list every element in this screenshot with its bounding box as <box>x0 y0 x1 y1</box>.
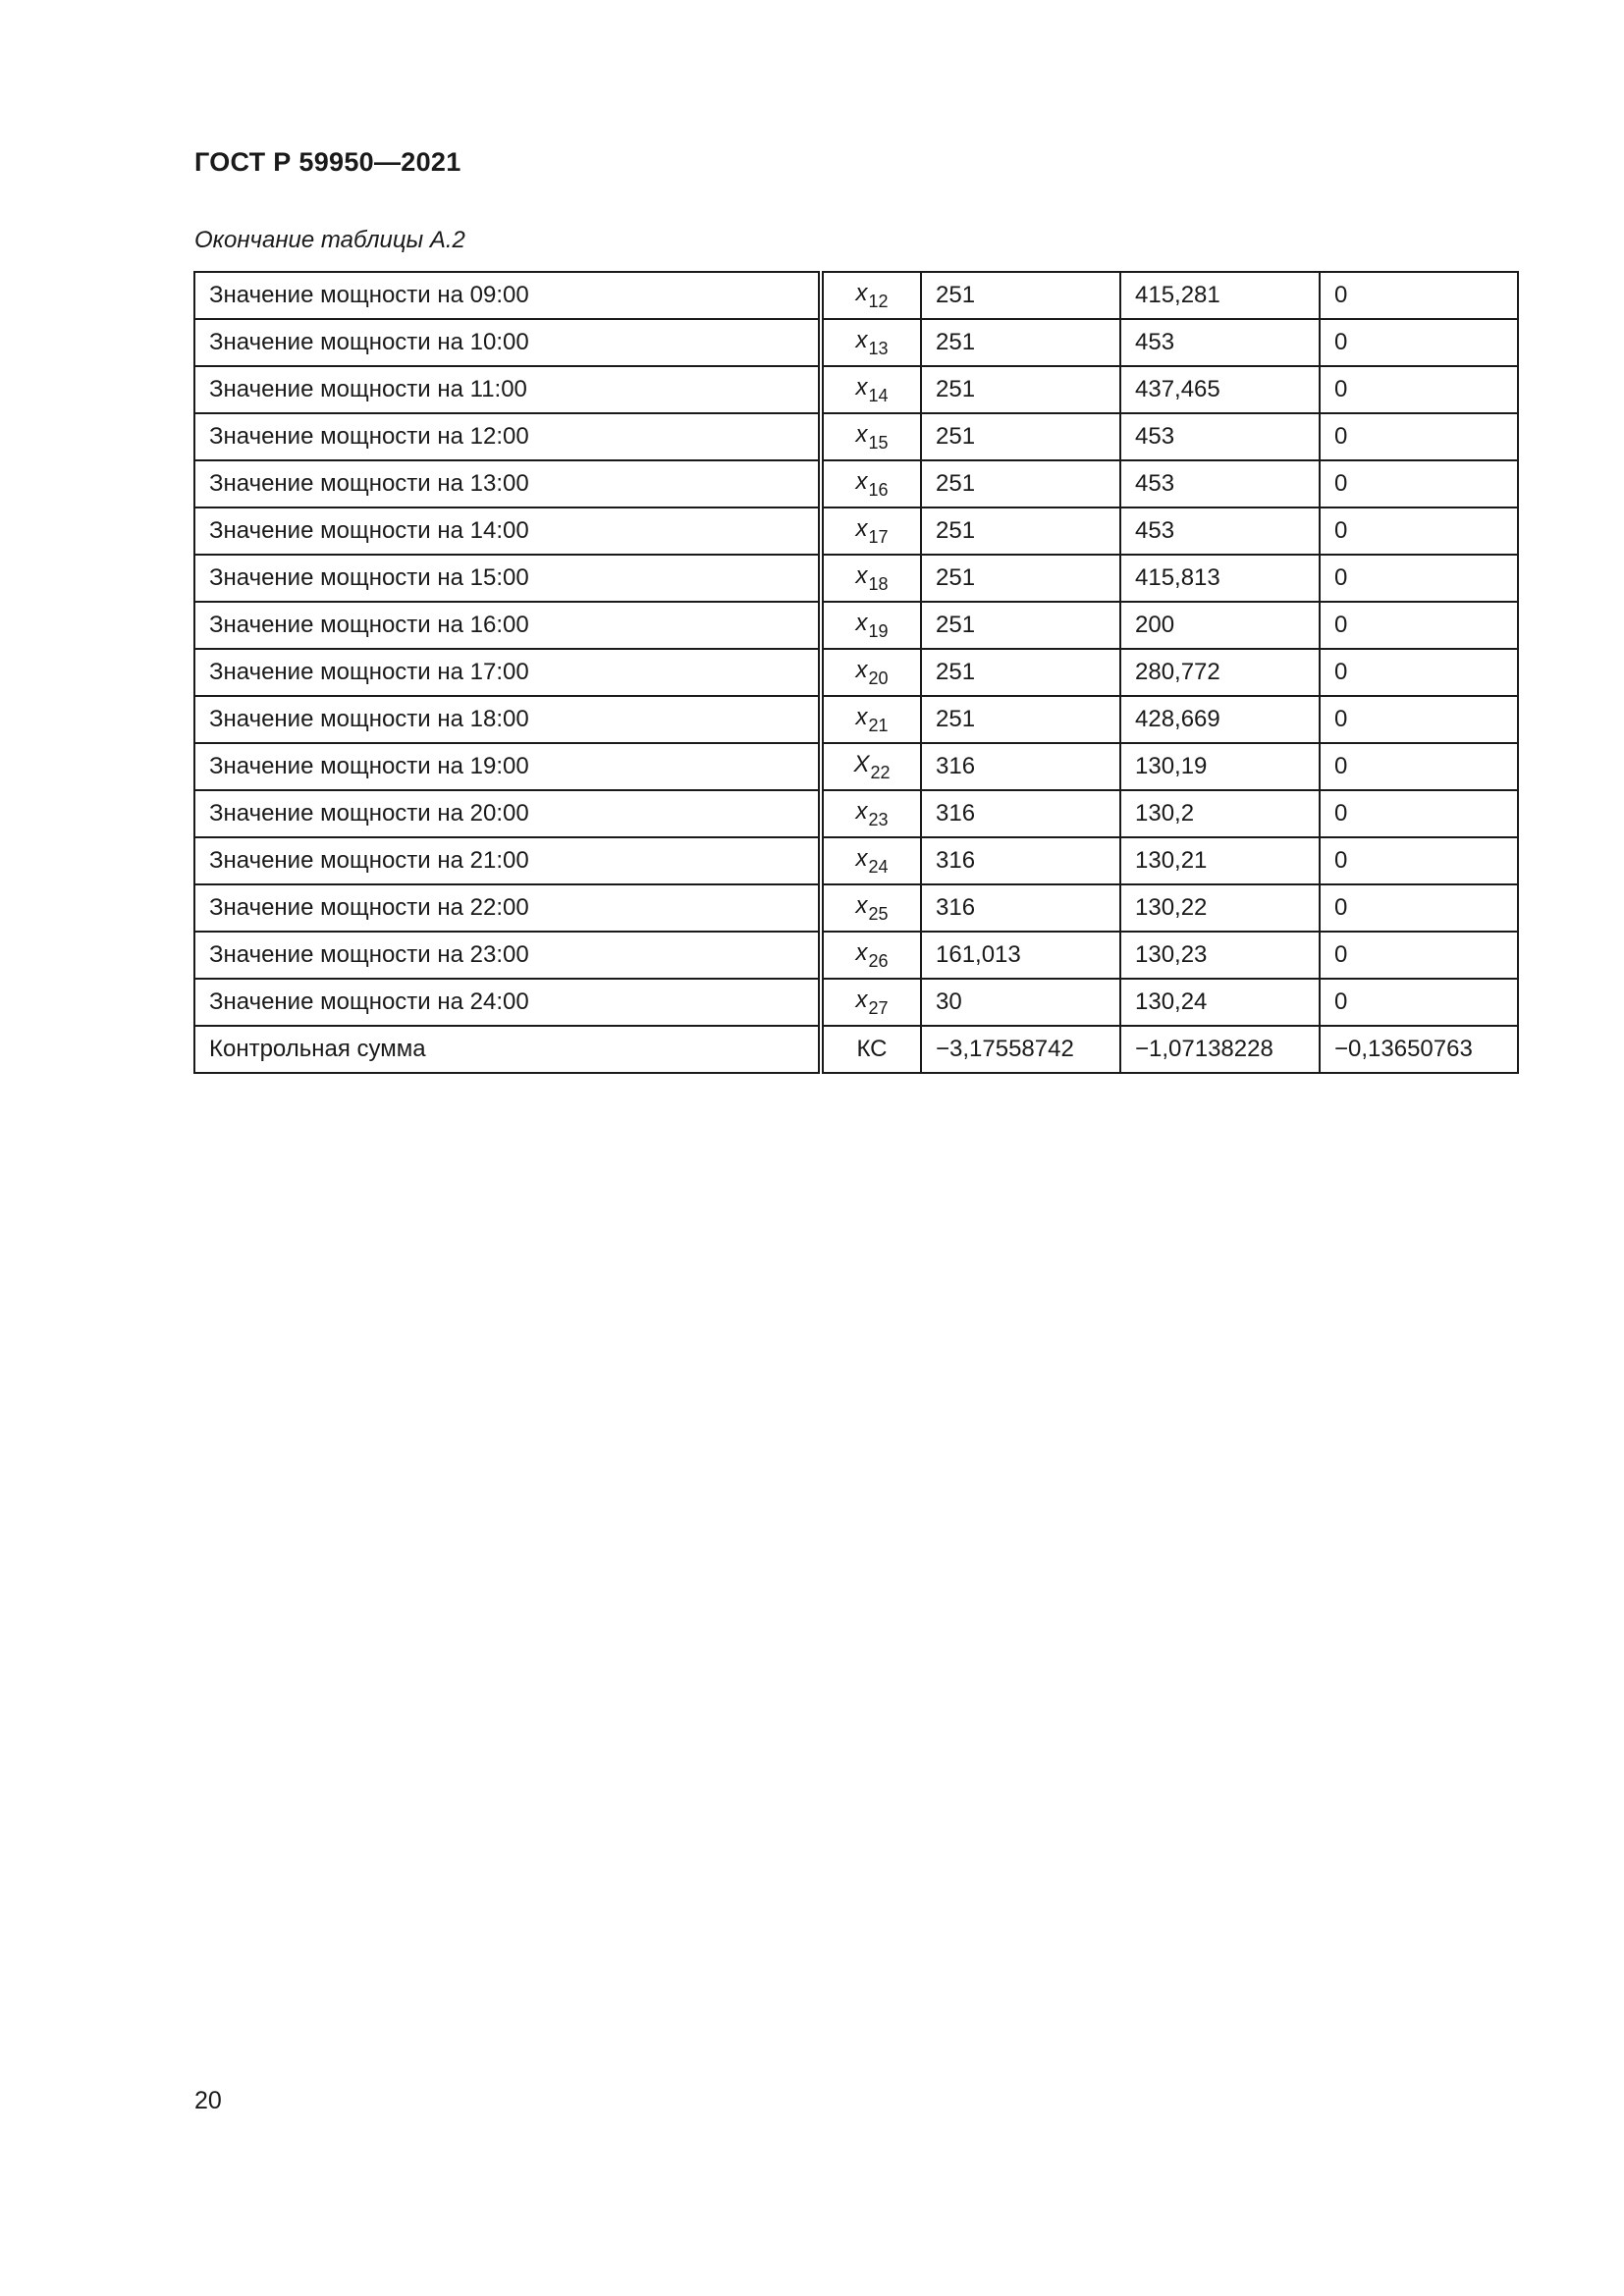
value-cell-3: 0 <box>1320 979 1518 1026</box>
symbol-subscript: 17 <box>868 526 889 547</box>
row-label: Значение мощности на 22:00 <box>194 884 821 932</box>
value-cell-3: 0 <box>1320 837 1518 884</box>
table-row <box>194 932 1518 979</box>
value-cell-1: 30 <box>921 979 1120 1026</box>
value-cell-1: −3,17558742 <box>921 1026 1120 1073</box>
row-label: Значение мощности на 10:00 <box>194 319 821 366</box>
symbol-subscript: 12 <box>868 291 889 311</box>
symbol-main: x <box>855 467 868 495</box>
value-cell-3: 0 <box>1320 507 1518 555</box>
table-row <box>194 319 1518 366</box>
value-cell-1: 251 <box>921 460 1120 507</box>
symbol-subscript: 27 <box>868 997 889 1018</box>
value-cell-3: 0 <box>1320 743 1518 790</box>
variable-symbol <box>821 790 921 837</box>
variable-symbol <box>821 884 921 932</box>
symbol-main: x <box>855 891 868 919</box>
value-cell-2: 415,813 <box>1120 555 1320 602</box>
value-cell-3: 0 <box>1320 555 1518 602</box>
row-label: Значение мощности на 20:00 <box>194 790 821 837</box>
symbol-main: x <box>855 938 868 966</box>
value-cell-1: 251 <box>921 602 1120 649</box>
value-cell-1: 316 <box>921 884 1120 932</box>
value-cell-2: 415,281 <box>1120 272 1320 319</box>
symbol-subscript: 13 <box>868 338 889 358</box>
page-number: 20 <box>194 2087 222 2114</box>
value-cell-1: 251 <box>921 272 1120 319</box>
variable-symbol <box>821 696 921 743</box>
table-row <box>194 790 1518 837</box>
variable-symbol <box>821 319 921 366</box>
value-cell-1: 251 <box>921 319 1120 366</box>
value-cell-2: 200 <box>1120 602 1320 649</box>
value-cell-3: −0,13650763 <box>1320 1026 1518 1073</box>
table-row <box>194 1026 1518 1073</box>
table-caption: Окончание таблицы А.2 <box>194 227 465 253</box>
value-cell-2: 130,23 <box>1120 932 1320 979</box>
symbol-subscript: 24 <box>868 856 889 877</box>
value-cell-2: 453 <box>1120 460 1320 507</box>
symbol-main: x <box>855 797 868 825</box>
variable-symbol <box>821 649 921 696</box>
value-cell-1: 251 <box>921 366 1120 413</box>
document-code: ГОСТ Р 59950—2021 <box>194 147 461 177</box>
table-row <box>194 884 1518 932</box>
value-cell-1: 251 <box>921 507 1120 555</box>
value-cell-3: 0 <box>1320 366 1518 413</box>
symbol-subscript: 15 <box>868 432 889 453</box>
row-label: Значение мощности на 23:00 <box>194 932 821 979</box>
value-cell-1: 316 <box>921 743 1120 790</box>
symbol-subscript: 25 <box>868 903 889 924</box>
table-row <box>194 272 1518 319</box>
symbol-subscript: 23 <box>868 809 889 829</box>
value-cell-2: 453 <box>1120 507 1320 555</box>
variable-symbol <box>821 743 921 790</box>
row-label: Значение мощности на 15:00 <box>194 555 821 602</box>
variable-symbol <box>821 837 921 884</box>
value-cell-1: 251 <box>921 696 1120 743</box>
table-row <box>194 696 1518 743</box>
value-cell-2: 130,2 <box>1120 790 1320 837</box>
symbol-subscript: 21 <box>868 715 889 735</box>
symbol-main: x <box>855 844 868 872</box>
variable-symbol <box>821 272 921 319</box>
variable-symbol <box>821 932 921 979</box>
symbol-main: x <box>855 609 868 636</box>
symbol-subscript: 19 <box>868 620 889 641</box>
value-cell-2: 130,22 <box>1120 884 1320 932</box>
symbol-subscript: 20 <box>868 667 889 688</box>
table-row <box>194 837 1518 884</box>
symbol-main: x <box>855 561 868 589</box>
row-label: Значение мощности на 12:00 <box>194 413 821 460</box>
row-label: Значение мощности на 11:00 <box>194 366 821 413</box>
table-row <box>194 979 1518 1026</box>
symbol-subscript: 16 <box>868 479 889 500</box>
symbol-main: x <box>855 420 868 448</box>
row-label: Значение мощности на 24:00 <box>194 979 821 1026</box>
value-cell-3: 0 <box>1320 460 1518 507</box>
value-cell-1: 316 <box>921 790 1120 837</box>
variable-symbol <box>821 555 921 602</box>
variable-symbol <box>821 979 921 1026</box>
table-row <box>194 507 1518 555</box>
row-label: Контрольная сумма <box>194 1026 821 1073</box>
symbol-main: x <box>855 656 868 683</box>
variable-symbol <box>821 413 921 460</box>
symbol-subscript: 18 <box>868 573 889 594</box>
row-label: Значение мощности на 18:00 <box>194 696 821 743</box>
value-cell-2: 437,465 <box>1120 366 1320 413</box>
row-label: Значение мощности на 09:00 <box>194 272 821 319</box>
value-cell-1: 161,013 <box>921 932 1120 979</box>
value-cell-2: 453 <box>1120 413 1320 460</box>
table-row <box>194 366 1518 413</box>
symbol-subscript: 22 <box>870 762 891 782</box>
table-row <box>194 649 1518 696</box>
symbol-main: x <box>855 986 868 1013</box>
table-row <box>194 743 1518 790</box>
value-cell-3: 0 <box>1320 932 1518 979</box>
table-row <box>194 602 1518 649</box>
value-cell-3: 0 <box>1320 413 1518 460</box>
symbol-main: X <box>853 750 870 777</box>
table-row <box>194 413 1518 460</box>
value-cell-3: 0 <box>1320 884 1518 932</box>
value-cell-2: 280,772 <box>1120 649 1320 696</box>
table-body <box>194 272 1518 1073</box>
symbol-main: x <box>855 373 868 400</box>
symbol-main: x <box>855 326 868 353</box>
variable-symbol <box>821 366 921 413</box>
value-cell-2: 130,24 <box>1120 979 1320 1026</box>
row-label: Значение мощности на 13:00 <box>194 460 821 507</box>
row-label: Значение мощности на 17:00 <box>194 649 821 696</box>
variable-symbol <box>821 602 921 649</box>
value-cell-2: 428,669 <box>1120 696 1320 743</box>
value-cell-1: 316 <box>921 837 1120 884</box>
symbol-subscript: 26 <box>868 950 889 971</box>
value-cell-1: 251 <box>921 555 1120 602</box>
variable-symbol <box>821 507 921 555</box>
row-label: Значение мощности на 16:00 <box>194 602 821 649</box>
value-cell-2: 453 <box>1120 319 1320 366</box>
row-label: Значение мощности на 19:00 <box>194 743 821 790</box>
symbol-main: x <box>855 703 868 730</box>
value-cell-1: 251 <box>921 649 1120 696</box>
power-values-table <box>193 271 1519 1074</box>
variable-symbol <box>821 1026 921 1073</box>
value-cell-3: 0 <box>1320 602 1518 649</box>
value-cell-3: 0 <box>1320 272 1518 319</box>
value-cell-2: 130,19 <box>1120 743 1320 790</box>
variable-symbol <box>821 460 921 507</box>
symbol-main: КС <box>856 1036 888 1062</box>
symbol-main: x <box>855 279 868 306</box>
table-row <box>194 460 1518 507</box>
row-label: Значение мощности на 21:00 <box>194 837 821 884</box>
symbol-main: x <box>855 514 868 542</box>
value-cell-3: 0 <box>1320 649 1518 696</box>
value-cell-1: 251 <box>921 413 1120 460</box>
value-cell-2: 130,21 <box>1120 837 1320 884</box>
value-cell-3: 0 <box>1320 696 1518 743</box>
value-cell-2: −1,07138228 <box>1120 1026 1320 1073</box>
table-row <box>194 555 1518 602</box>
symbol-subscript: 14 <box>868 385 889 405</box>
value-cell-3: 0 <box>1320 319 1518 366</box>
value-cell-3: 0 <box>1320 790 1518 837</box>
row-label: Значение мощности на 14:00 <box>194 507 821 555</box>
